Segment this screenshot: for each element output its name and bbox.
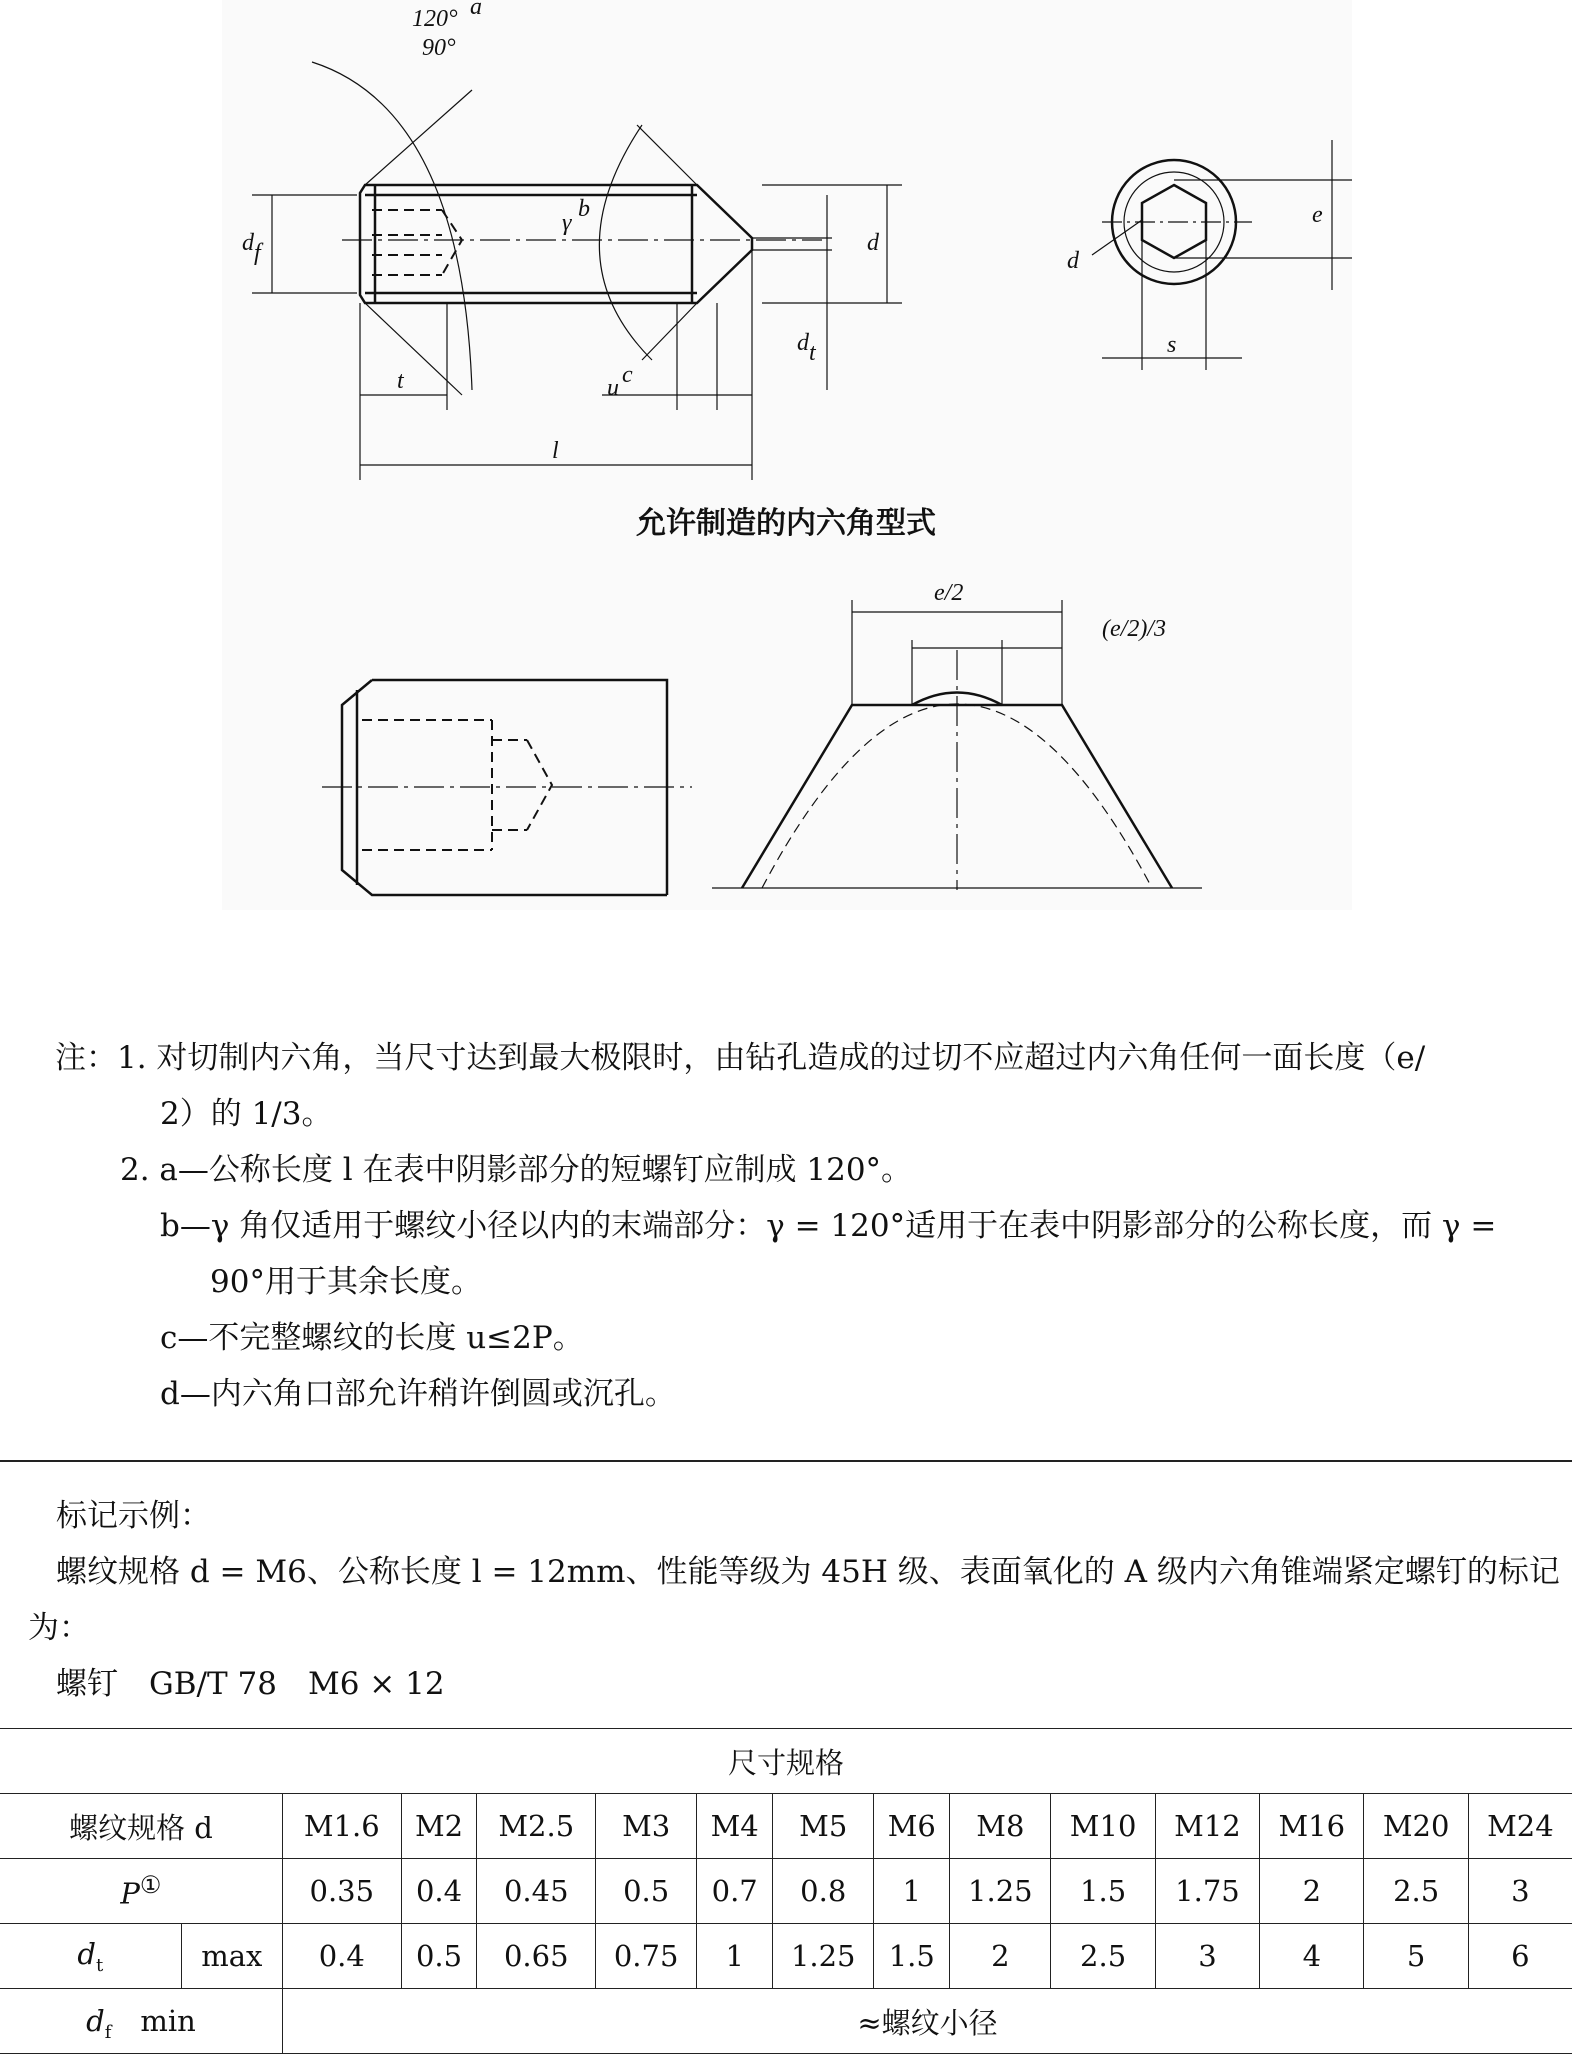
angle-120-label: 120° (412, 6, 458, 32)
dt-max-cell: 5 (1364, 1924, 1468, 1989)
thread-size-cell: M2 (401, 1794, 477, 1859)
thread-size-cell: M2.5 (477, 1794, 596, 1859)
note-1: 注：1. 对切制内六角，当尺寸达到最大极限时，由钻孔造成的过切不应超过内六角任何一面长度（e/ (55, 1040, 1426, 1076)
pitch-symbol: P (120, 1876, 140, 1911)
dt-max-label: max (181, 1924, 282, 1989)
u-label: u (607, 375, 619, 401)
thread-size-cell: M24 (1468, 1794, 1572, 1859)
df-value: ≈螺纹小径 (283, 1989, 1572, 2054)
df-subscript: f (104, 2021, 112, 2043)
pitch-footnote: ① (139, 1871, 162, 1900)
pitch-cell: 2.5 (1364, 1859, 1468, 1924)
d-note-label: d (1067, 248, 1079, 274)
pitch-cell: 1.75 (1155, 1859, 1259, 1924)
dt-header (0, 1924, 181, 1989)
df-label: d (242, 230, 254, 256)
df-subscript: f (254, 240, 261, 266)
note-1-cont: 2）的 1/3。 (160, 1096, 333, 1132)
t-label: t (397, 368, 404, 394)
dt-symbol: d (77, 1936, 96, 1971)
dt-max-cell: 2.5 (1051, 1924, 1155, 1989)
dt-subscript: t (809, 340, 816, 366)
figure-caption: 允许制造的内六角型式 (636, 506, 936, 541)
dt-max-cell: 6 (1468, 1924, 1572, 1989)
dimension-table (0, 1728, 1572, 2054)
note-b-cont: 90°用于其余长度。 (210, 1264, 482, 1300)
dt-max-cell: 0.4 (283, 1924, 402, 1989)
thread-size-cell: M1.6 (283, 1794, 402, 1859)
thread-size-cell: M16 (1260, 1794, 1364, 1859)
pitch-cell: 0.7 (697, 1859, 773, 1924)
dt-max-cell: 3 (1155, 1924, 1259, 1989)
notes (55, 1030, 1496, 1422)
pitch-cell: 0.4 (401, 1859, 477, 1924)
s-label: s (1167, 332, 1177, 358)
e-label: e (1312, 202, 1323, 228)
dt-label: d (797, 330, 809, 356)
pitch-cell: 0.8 (773, 1859, 874, 1924)
l-label: l (552, 438, 559, 464)
gamma-superscript: b (578, 196, 590, 222)
pitch-cell: 0.35 (283, 1859, 402, 1924)
pitch-cell: 1.25 (950, 1859, 1051, 1924)
marking-example (28, 1488, 1558, 1712)
table-title: 尺寸规格 (0, 1729, 1572, 1794)
marking-text: 螺纹规格 d = M6、公称长度 l = 12mm、性能等级为 45H 级、表面氧化的 A 级内六角锥端紧定螺钉的标记 (56, 1554, 1560, 1590)
dt-max-cell: 1.25 (773, 1924, 874, 1989)
pitch-cell: 3 (1468, 1859, 1572, 1924)
marking-heading: 标记示例： (56, 1498, 211, 1534)
thread-size-cell: M5 (773, 1794, 874, 1859)
dt-max-cell: 1.5 (874, 1924, 950, 1989)
thread-size-cell: M3 (596, 1794, 697, 1859)
pitch-cell: 0.45 (477, 1859, 596, 1924)
thread-size-cell: M20 (1364, 1794, 1468, 1859)
pitch-header (0, 1859, 283, 1924)
dt-subscript: t (95, 1954, 104, 1976)
angle-90-label: 90° (422, 35, 456, 61)
angle-a-superscript: a (470, 0, 482, 20)
thread-size-cell: M12 (1155, 1794, 1259, 1859)
thread-size-cell: M4 (697, 1794, 773, 1859)
thread-size-cell: M10 (1051, 1794, 1155, 1859)
dt-max-cell: 2 (950, 1924, 1051, 1989)
df-min-label: min (140, 2004, 196, 2039)
thread-size-cell: M6 (874, 1794, 950, 1859)
dt-max-cell: 1 (697, 1924, 773, 1989)
thread-size-cell: M8 (950, 1794, 1051, 1859)
pitch-cell: 1.5 (1051, 1859, 1155, 1924)
note-b: b—γ 角仅适用于螺纹小径以内的末端部分：γ = 120°适用于在表中阴影部分的公称长度，而 γ = (160, 1208, 1497, 1244)
u-superscript: c (622, 362, 633, 388)
dt-max-cell: 4 (1260, 1924, 1364, 1989)
divider (0, 1460, 1572, 1462)
dt-max-cell: 0.65 (477, 1924, 596, 1989)
thread-size-header: 螺纹规格 d (0, 1794, 283, 1859)
dt-max-cell: 0.5 (401, 1924, 477, 1989)
d-label: d (867, 230, 879, 256)
e-half-third-label: (e/2)/3 (1102, 616, 1166, 642)
gamma-label: γ (562, 210, 572, 236)
df-symbol: d (86, 2004, 105, 2039)
df-header (0, 1989, 283, 2054)
e-half-label: e/2 (934, 580, 964, 606)
technical-drawing (222, 0, 1352, 910)
note-c: c—不完整螺纹的长度 u≤2P。 (160, 1320, 584, 1356)
pitch-cell: 0.5 (596, 1859, 697, 1924)
dt-max-cell: 0.75 (596, 1924, 697, 1989)
marking-text-cont: 为： (28, 1610, 90, 1646)
marking-designation: 螺钉 GB/T 78 M6 × 12 (56, 1666, 445, 1702)
pitch-cell: 1 (874, 1859, 950, 1924)
note-d: d—内六角口部允许稍许倒圆或沉孔。 (160, 1376, 676, 1412)
pitch-cell: 2 (1260, 1859, 1364, 1924)
note-2: 2. a—公称长度 l 在表中阴影部分的短螺钉应制成 120°。 (120, 1152, 913, 1188)
